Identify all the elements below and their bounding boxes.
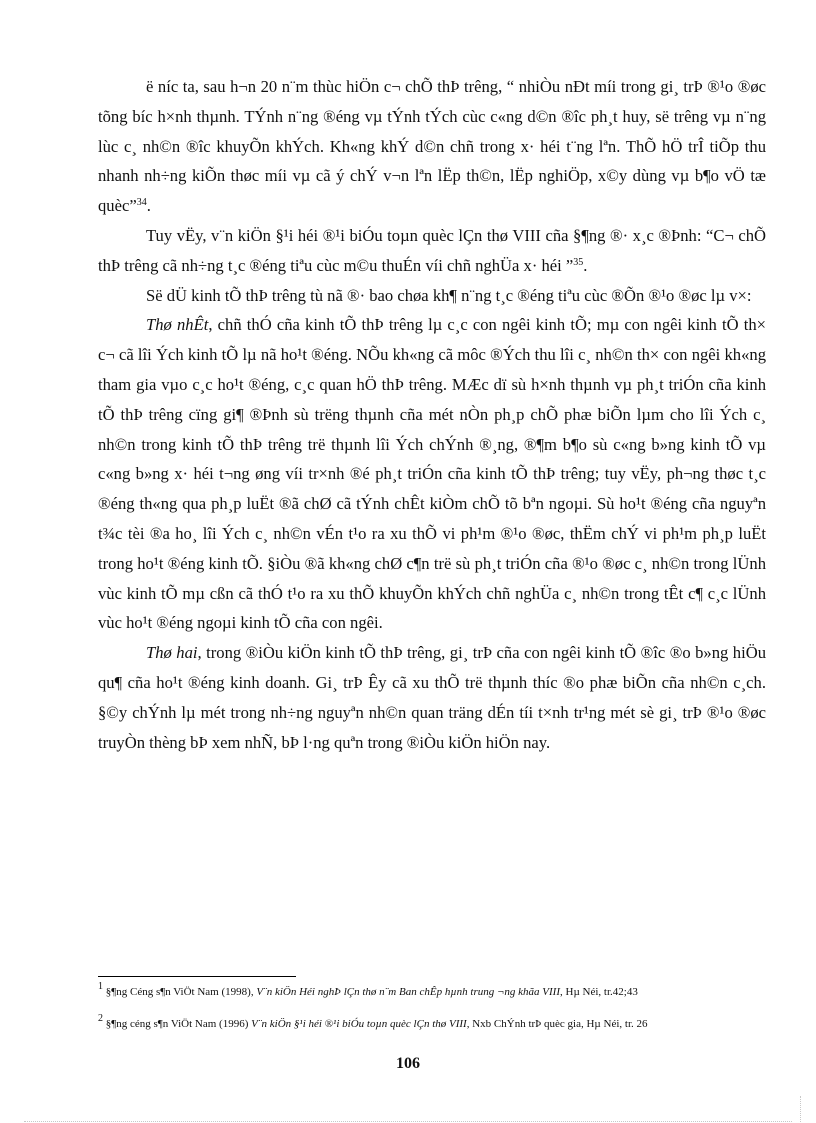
page-number: 106	[396, 1055, 420, 1072]
footnote-1-title: V¨n kiÖn Héi nghÞ lÇn thø n¨m Ban chÊp hµnh trung ¬ng khãa VIII	[256, 986, 561, 998]
page-border-bottom	[24, 1121, 792, 1122]
footnote-1-text: §¶ng Céng s¶n ViÖt Nam (1998),	[103, 986, 257, 998]
paragraph-5	[98, 638, 766, 757]
paragraph-4-text: , chñ thÓ cña kinh tÕ thÞ trêng lµ c¸c con ngêi kinh tÕ; mµ con ngêi kinh tÕ th× c¬ cã lîi Ých kinh tÕ lµ nã ho¹t ®éng. NÕu kh«ng cã môc ®Ých thu lîi c¸ nh©n th× con ngêi kh«ng tham gia vµo c¸c ho¹t ®éng, c¸c quan hÖ thÞ trêng. MÆc dï sù h×nh thµnh vµ ph¸t triÓn cña kinh tÕ thÞ trêng cïng gi¶ ®Þnh sù trëng thµnh cña mét nÒn ph¸p chÕ phæ biÕn lµm cho lîi Ých c¸ nh©n trong kinh tÕ thÞ trêng trë thµnh lîi Ých chÝnh ®¸ng, ®¶m b¶o sù c«ng b»ng kinh tÕ vµ c«ng b»ng x· héi t¬ng øng víi tr×nh ®é ph¸t triÓn cña kinh tÕ thÞ trêng; tuy vËy, ph¬ng thøc t¸c ®éng th«ng qua ph¸p luËt ®ã chØ cã tÝnh chÊt kiÒm chÕ tõ bªn ngoµi. Sù ho¹t ®éng cña nguyªn t¾c tèi ®a ho¸ lîi Ých c¸ nh©n vÉn t¹o ra xu thÕ vi ph¹m ®¹o ®øc, thËm chÝ vi ph¹m ph¸p luËt trong ho¹t ®éng kinh tÕ. §iÒu ®ã kh«ng chØ c¶n trë sù ph¸t triÓn cña ®¹o ®øc c¸ nh©n trong lÜnh vùc kinh tÕ mµ cßn cã thÓ t¹o ra xu thÕ khuyÕn khÝch chñ nghÜa c¸ nh©n trong tÊt c¶ c¸c lÜnh vùc ho¹t ®éng ngoµi kinh tÕ cña con ngêi.	[98, 315, 767, 633]
paragraph-4-lead: Thø nhÊt	[146, 315, 209, 335]
paragraph-3	[98, 281, 766, 311]
footnote-2-title: V¨n kiÖn §¹i héi ®¹i biÓu toµn quèc lÇn thø VIII	[251, 1018, 467, 1030]
paragraph-5-text: , trong ®iÒu kiÖn kinh tÕ thÞ trêng, gi¸ trÞ cña con ngêi kinh tÕ ®îc ®o b»ng hiÖu qu¶ cña ho¹t ®éng kinh doanh. Gi¸ trÞ Êy cã xu thÕ trë thµnh thíc ®o phæ biÕn cña nh©n c¸ch. §©y chÝnh lµ mét trong nh÷ng nguyªn nh©n quan träng dÉn tíi t×nh tr¹ng mét sè gi¸ trÞ ®¹o ®øc truyÒn thèng bÞ xem nhÑ, bÞ l·ng quªn trong ®iÒu kiÖn hiÖn nay.	[98, 643, 766, 752]
paragraph-1-tail: .	[146, 196, 151, 216]
paragraph-4	[98, 310, 766, 638]
footnote-2-text: §¶ng céng s¶n ViÖt Nam (1996)	[103, 1018, 252, 1030]
footnote-1-mark: 1	[98, 981, 103, 992]
paragraph-5-lead: Thø hai	[146, 643, 198, 663]
paragraph-3-text: Së dÜ kinh tÕ thÞ trêng tù nã ®· bao chøa kh¶ n¨ng t¸c ®éng tiªu cùc ®Õn ®¹o ®øc lµ v×:	[146, 285, 752, 305]
paragraph-2	[98, 221, 766, 281]
paragraph-1	[98, 72, 766, 221]
footnote-1	[98, 981, 766, 1000]
paragraph-2-tail: .	[583, 255, 588, 275]
footnote-divider	[98, 976, 296, 977]
page-border-right	[800, 1096, 801, 1122]
paragraph-2-text: Tuy vËy, v¨n kiÖn §¹i héi ®¹i biÓu toµn quèc lÇn thø VIII cña §¶ng ®· x¸c ®Þnh: “C¬ chÕ thÞ trêng cã nh÷ng t¸c ®éng tiªu cùc m©u thuÉn víi chñ nghÜa x· héi ”	[98, 225, 766, 275]
footnote-2-tail: , Nxb ChÝnh trÞ quèc gia, Hµ Néi, tr. 26	[466, 1018, 648, 1030]
footnote-ref-35: 35	[573, 256, 584, 268]
paragraph-1-text: ë níc ta, sau h¬n 20 n¨m thùc hiÖn c¬ chÕ thÞ trêng, “ nhiÒu nÐt míi trong gi¸ trÞ ®¹o ®øc tõng bíc h×nh thµnh. TÝnh n¨ng ®éng vµ tÝnh tÝch cùc c«ng d©n ®îc ph¸t huy, së trêng vµ n¨ng lùc c¸ nh©n ®îc khuyÕn khÝch. Kh«ng khÝ d©n chñ trong x· héi t¨ng lªn. ThÕ hÖ trÎ tiÕp thu nhanh nh÷ng kiÕn thøc míi vµ cã ý chÝ v¬n lªn lËp th©n, lËp nghiÖp, x©y dùng vµ b¶o vÖ tæ quèc”	[98, 77, 766, 216]
body-text	[98, 72, 766, 757]
footnote-ref-34: 34	[136, 197, 147, 209]
footnote-2-mark: 2	[98, 1013, 103, 1024]
footnote-1-tail: , Hµ Néi, tr.42;43	[560, 986, 638, 998]
footnote-2	[98, 1013, 766, 1032]
